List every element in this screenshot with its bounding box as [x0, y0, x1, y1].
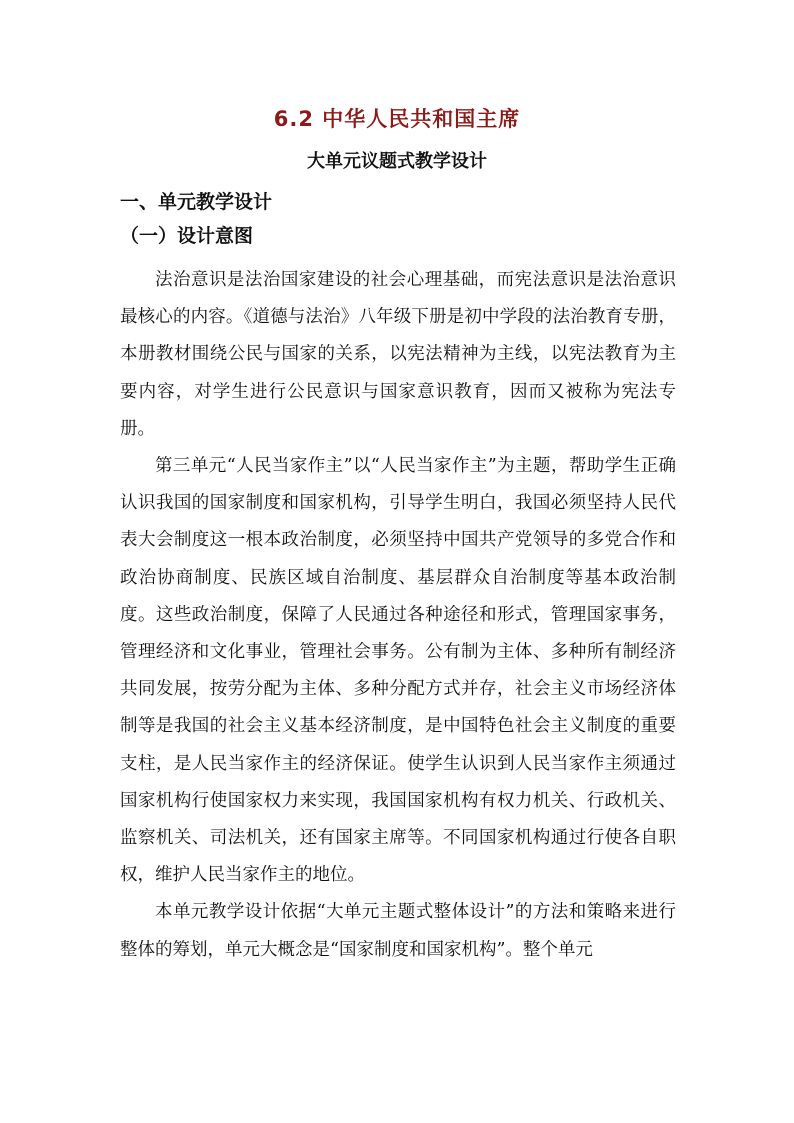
paragraph-1: 法治意识是法治国家建设的社会心理基础，而宪法意识是法治意识最核心的内容。《道德与法治》八年级下册是初中学段的法治教育专册，本册教材围绕公民与国家的关系，以宪法精神为主线，以宪法教育为主要内容，对学生进行公民意识与国家意识教育，因而又被称为宪法专册。	[120, 270, 676, 439]
body-text	[120, 262, 676, 969]
document-subtitle: 大单元议题式教学设计	[307, 151, 487, 172]
subsection-heading: （一）设计意图	[120, 225, 254, 247]
paragraph-3: 本单元教学设计依据“大单元主题式整体设计”的方法和策略来进行整体的筹划，单元大概念是“国家制度和国家机构”。整个单元	[120, 902, 676, 960]
section-heading: 一、单元教学设计	[120, 191, 273, 213]
document-title: 6.2 中华人民共和国主席	[273, 107, 521, 131]
paragraph-2: 第三单元“人民当家作主”以“人民当家作主”为主题，帮助学生正确认识我国的国家制度和国家机构，引导学生明白，我国必须坚持人民代表大会制度这一根本政治制度，必须坚持中国共产党领导的多党合作和政治协商制度、民族区域自治制度、基层群众自治制度等基本政治制度。这些政治制度，保障了人民通过各种途径和形式，管理国家事务，管理经济和文化事业，管理社会事务。公有制为主体、多种所有制经济共同发展，按劳分配为主体、多种分配方式并存，社会主义市场经济体制等是我国的社会主义基本经济制度，是中国特色社会主义制度的重要支柱，是人民当家作主的经济保证。使学生认识到人民当家作主须通过国家机构行使国家权力来实现，我国国家机构有权力机关、行政机关、监察机关、司法机关，还有国家主席等。不同国家机构通过行使各自职权，维护人民当家作主的地位。	[120, 456, 676, 886]
